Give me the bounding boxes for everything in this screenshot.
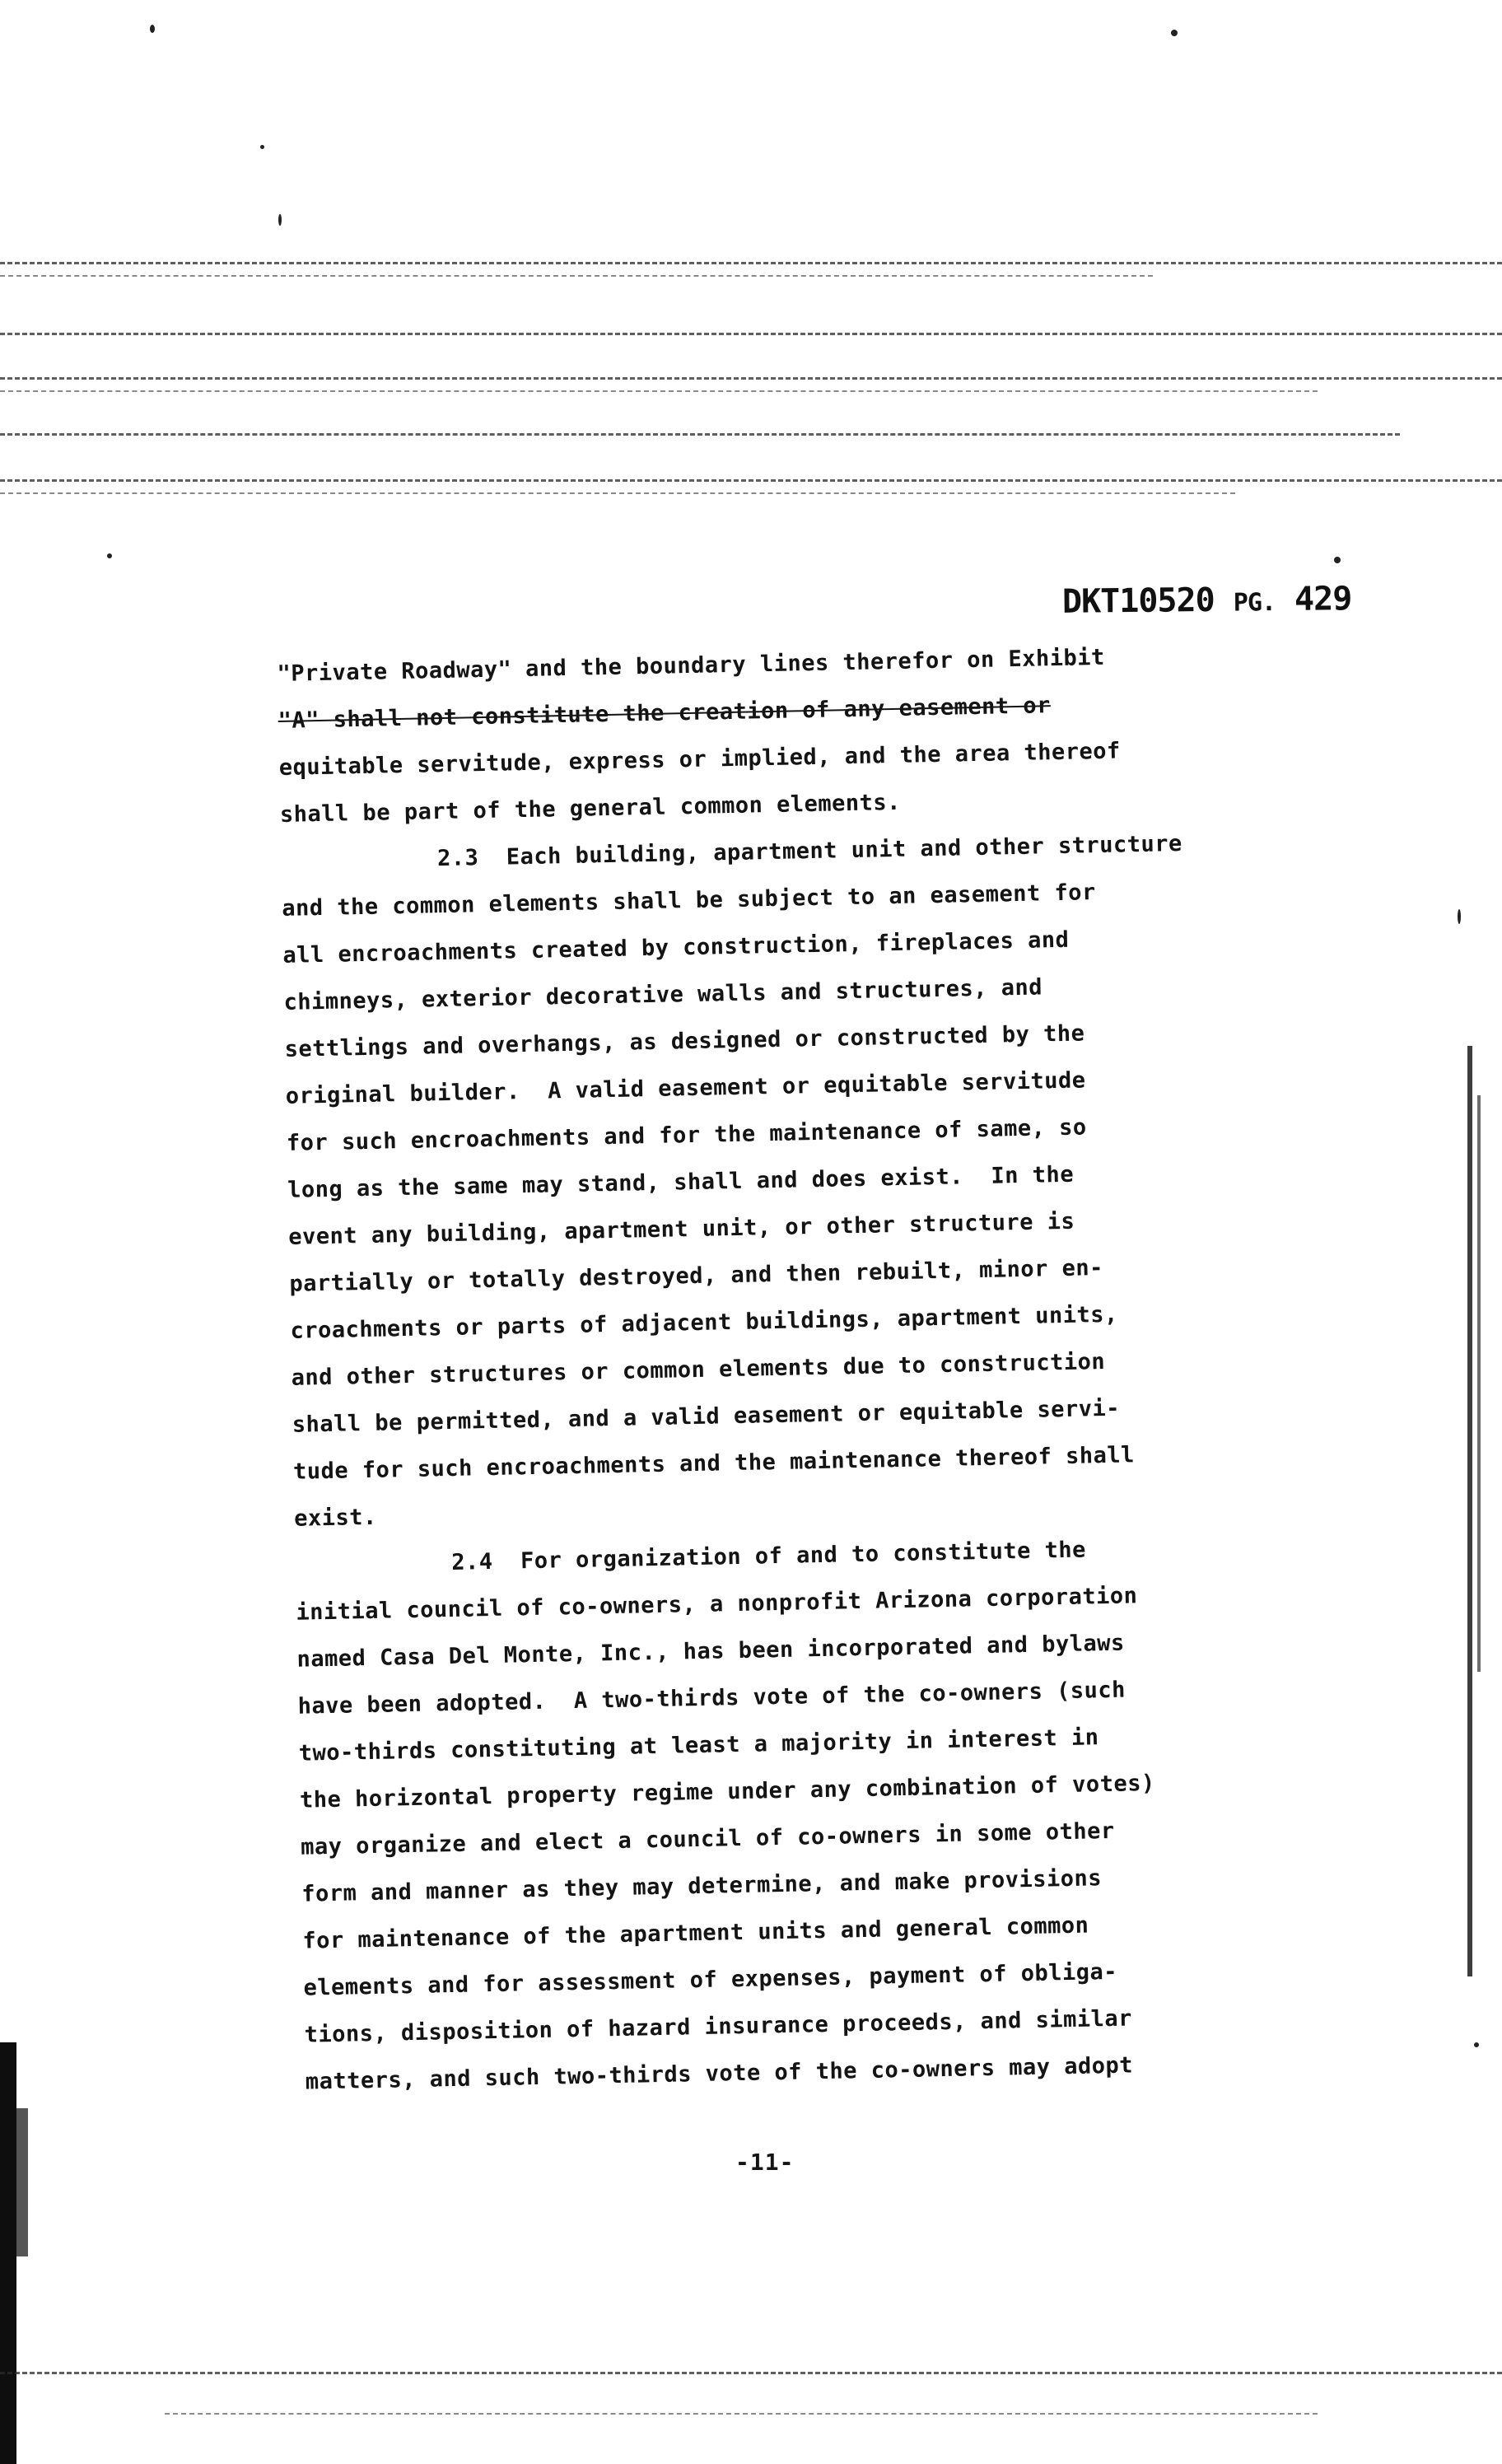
text-line: equitable servitude, express or implied, and the area thereof	[278, 738, 1122, 781]
docket-page: 429	[1294, 580, 1352, 618]
text-line: shall be permitted, and a valid easement or equitable servi-	[292, 1395, 1121, 1438]
scan-artifact-line	[0, 492, 1235, 494]
text-line: croachments or parts of adjacent buildings, apartment units,	[290, 1301, 1119, 1344]
text-line: for maintenance of the apartment units and general common	[302, 1912, 1089, 1954]
section-2-3-start: 2.3 Each building, apartment unit and other structure	[436, 830, 1183, 872]
scan-edge-right	[1467, 1046, 1472, 1976]
text-line: "A" shall not constitute the creation of any easement or	[278, 693, 1052, 734]
text-line: and the common elements shall be subject to an easement for	[281, 880, 1096, 922]
scan-edge-right	[1477, 1095, 1481, 1672]
scan-artifact-line	[0, 333, 1502, 335]
text-line: long as the same may stand, shall and does exist. In the	[287, 1161, 1075, 1203]
scan-edge-left	[16, 2108, 28, 2256]
scan-speck	[107, 553, 112, 558]
scan-speck	[1474, 2042, 1479, 2047]
scan-speck	[1171, 30, 1178, 36]
text-line: event any building, apartment unit, or other structure is	[287, 1208, 1075, 1250]
text-line: chimneys, exterior decorative walls and structures, and	[283, 974, 1043, 1015]
text-line: for such encroachments and for the maintenance of same, so	[286, 1114, 1087, 1156]
text-line: shall be part of the general common elements.	[279, 789, 902, 828]
text-line: initial council of co-owners, a nonprofit Arizona corporation	[296, 1583, 1138, 1626]
page-label: PG.	[1233, 588, 1276, 618]
text-line: have been adopted. A two-thirds vote of the co-owners (such	[297, 1677, 1126, 1720]
text-line: elements and for assessment of expenses, payment of obliga-	[303, 1958, 1118, 2001]
text-line: and other structures or common elements due to construction	[291, 1348, 1106, 1391]
page-number: -11-	[735, 2149, 795, 2176]
scan-artifact-line	[165, 2413, 1318, 2415]
docket-number: DKT10520	[1061, 581, 1215, 621]
text-line: form and manner as they may determine, and make provisions	[301, 1865, 1103, 1907]
scan-artifact-line	[0, 390, 1318, 392]
text-line: partially or totally destroyed, and then rebuilt, minor en-	[289, 1255, 1104, 1297]
text-line: named Casa Del Monte, Inc., has been incorporated and bylaws	[296, 1630, 1126, 1673]
text-line: tude for such encroachments and the maintenance thereof shall	[292, 1442, 1136, 1485]
scan-speck	[1334, 557, 1341, 563]
text-line: original builder. A valid easement or equitable servitude	[285, 1067, 1086, 1109]
text-line: the horizontal property regime under any combination of votes)	[299, 1770, 1155, 1813]
scan-artifact-line	[0, 479, 1502, 482]
text-line: matters, and such two-thirds vote of the co-owners may adopt	[305, 2052, 1134, 2095]
scan-artifact-line	[0, 275, 1153, 277]
scan-speck	[150, 25, 155, 33]
docket-stamp	[1062, 580, 1352, 621]
scan-artifact-line	[0, 377, 1502, 380]
text-line: all encroachments created by construction, fireplaces and	[282, 926, 1070, 968]
text-line: settlings and overhangs, as designed or constructed by the	[284, 1020, 1085, 1062]
scan-speck	[260, 145, 264, 149]
text-line: tions, disposition of hazard insurance proceeds, and similar	[304, 2005, 1133, 2048]
text-line: may organize and elect a council of co-owners in some other	[300, 1818, 1115, 1860]
scan-speck	[1458, 909, 1461, 924]
text-line: two-thirds constituting at least a majority in interest in	[298, 1724, 1099, 1766]
scan-artifact-line	[0, 262, 1502, 264]
scan-artifact-line	[0, 2372, 1502, 2374]
text-line: "Private Roadway" and the boundary lines therefor on Exhibit	[277, 644, 1106, 687]
text-line: exist.	[293, 1504, 378, 1532]
scan-edge-left	[0, 2042, 16, 2464]
body-text	[277, 632, 1244, 2106]
scan-speck	[278, 214, 282, 226]
scan-artifact-line	[0, 433, 1400, 436]
section-2-4-start: 2.4 For organization of and to constitute the	[450, 1537, 1087, 1575]
